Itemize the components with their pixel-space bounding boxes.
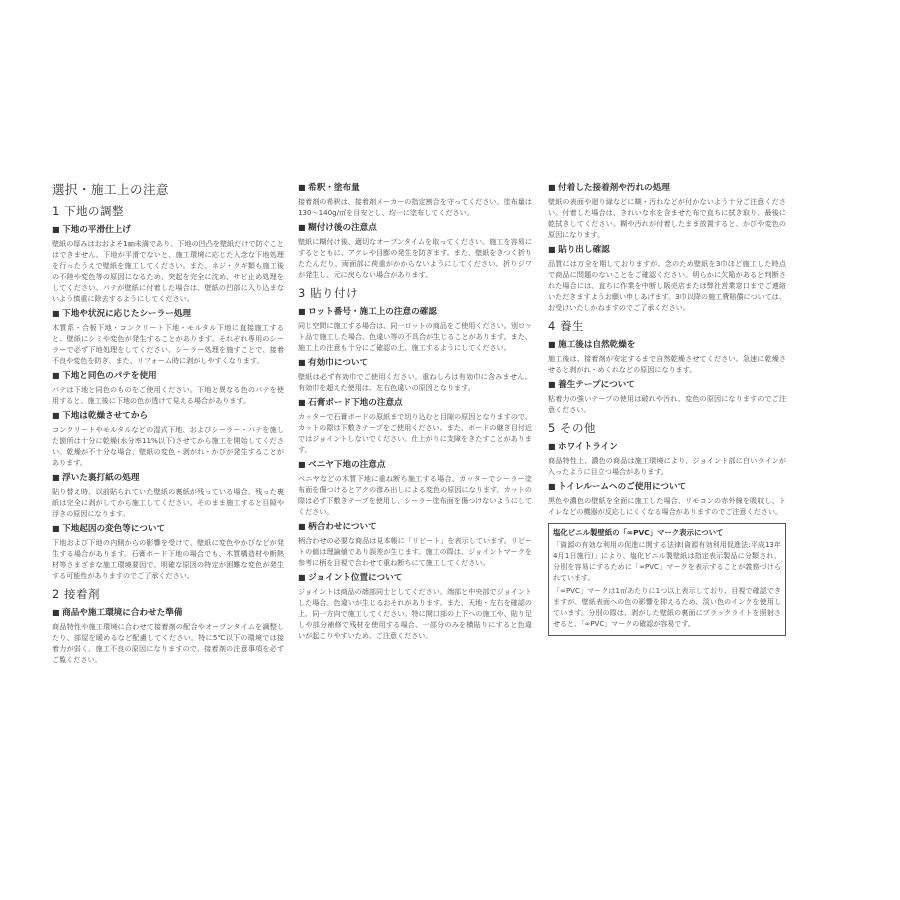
subheading-discoloration: ■ 下地起因の変色等について <box>52 523 284 535</box>
section-1-heading: 1 下地の調整 <box>52 204 124 218</box>
paragraph-white-line: 商品特性上、濃色の商品は施工環境により、ジョイント部に白いラインが入ったように目立つ場合があります。 <box>548 456 786 476</box>
section-5-heading: 5 その他 <box>548 421 596 435</box>
paragraph-preparation: 商品特性や施工環境に合わせて接着剤の配合やオープンタイムを調整したり、部屋を暖めるなど配慮してください。特に5℃以下の環境では接着力が弱く、施工不良の原因になりますので、接着剤の注意事項を必ずご覧ください。 <box>52 622 284 664</box>
subheading-putty: ■ 下地と同色のパテを使用 <box>52 370 284 382</box>
paragraph-adhesive-stains: 壁紙の表面や廻り縁などに糊・汚れなどが付かないよう十分ご注意ください。付着した場合は、きれいな水を含ませた布で直ちに拭き取り、最後に乾拭きしてください。糊や汚れが付着したまま放置すると、かびや変色の原因になります。 <box>548 197 786 239</box>
section-3-heading: 3 貼り付け <box>298 286 358 300</box>
subheading-plywood: ■ ベニヤ下地の注意点 <box>298 459 532 471</box>
subheading-trial-hanging: ■ 貼り出し確認 <box>548 244 786 256</box>
subheading-natural-drying: ■ 施工後は自然乾燥を <box>548 339 786 351</box>
subheading-flat-base: ■ 下地の平滑仕上げ <box>52 224 284 236</box>
page-title: 選択・施工上の注意 <box>52 182 170 197</box>
paragraph-trial-hanging: 品質には万全を期しておりますが、念のため壁紙を3巾ほど施工した時点で商品に問題のないことをご確認ください。明らかに欠陥があると判断された場合には、直ちに作業を中断し販売店または弊社営業窓口までご連絡いただきますようお願い申しあげます。3巾以降の施工費賠償については、お受けいたしかねますのでご了承ください。 <box>548 259 786 312</box>
subheading-dilution: ■ 希釈・塗布量 <box>298 182 532 194</box>
subheading-joint-position: ■ ジョイント位置について <box>298 572 532 584</box>
paragraph-pattern-matching: 柄合わせの必要な商品は見本帳に「リピート」を表示しています。リピートの値は理論値であり誤差が生じます。施工の際は、ジョイントマークを参考に柄を目視で合わせて重ね断ちにて施工してください。 <box>298 536 532 567</box>
subheading-white-line: ■ ホワイトライン <box>548 441 786 453</box>
subheading-masking-tape: ■ 養生テープについて <box>548 379 786 391</box>
paragraph-lot-number: 同じ空間に施工する場合は、同一ロットの商品をご使用ください。別ロット品で施工した場合、色違い等の不具合が生じることがあります。また、施工上の注意も十分にご確認の上、施工するようにしてください。 <box>298 321 532 352</box>
subheading-adhesive-stains: ■ 付着した接着剤や汚れの処理 <box>548 182 786 194</box>
subheading-toilet-room: ■ トイレルームへのご使用について <box>548 481 786 493</box>
paragraph-dilution: 接着剤の希釈は、接着剤メーカーの指定割合を守ってください。塗布量は130〜140g/㎡を目安とし、均一に塗布してください。 <box>298 197 532 217</box>
column-3 <box>548 182 786 636</box>
subheading-effective-width: ■ 有効巾について <box>298 357 532 369</box>
paragraph-discoloration: 下地および下地の内側からの影響を受けて、壁紙に変色やかびなどが発生する場合があります。石膏ボード下地の場合でも、木質構造材や断熱材等さまざまな施工環境要因で、明確な原因の特定が困難な変色が発生する可能性がありますのでご了承ください。 <box>52 538 284 580</box>
pvc-notice-paragraph-2: 「∞PVC」マークは1㎡あたりに1つ以上表示しており、目視で確認できますが、壁紙表面への色の影響を抑えるため、淡い色のインクを使用しています。分別の際は、剥がした壁紙の裏面にブラックライトを照射させると、「∞PVC」マークの確認が容易です。 <box>553 587 781 628</box>
subheading-dry-base: ■ 下地は乾燥させてから <box>52 410 284 422</box>
subheading-lot-number: ■ ロット番号・施工上の注意の確認 <box>298 306 532 318</box>
subheading-preparation: ■ 商品や施工環境に合わせた準備 <box>52 607 284 619</box>
section-2-heading: 2 接着剤 <box>52 587 100 601</box>
paragraph-effective-width: 壁紙は必ず有効巾でご使用ください。重ねしろは有効巾に含みません。有効巾を超えた使用は、左右色違いの原因となります。 <box>298 372 532 392</box>
subheading-after-gluing: ■ 糊付け後の注意点 <box>298 222 532 234</box>
section-4-heading: 4 養生 <box>548 319 584 333</box>
pvc-notice-title: 塩化ビニル製壁紙の「∞PVC」マーク表示について <box>553 528 724 537</box>
paragraph-flat-base: 壁紙の厚みはおおよそ1㎜未満であり、下地の凹凸を壁紙だけで防ぐことはできません。下地が平滑でないと、施工環境に応じた入念な下地処理を行ったうえで壁紙を施工してください。また、ネジ・クギ類も施工後の不陸や変色等の原因になるため、突起を完全に沈め、サビ止め処理をしてください。パテが壁紙に付着した場合は、壁紙の凹部に入り込まないよう慎重に除去するようにしてください。 <box>52 239 284 303</box>
subheading-pattern-matching: ■ 柄合わせについて <box>298 521 532 533</box>
paragraph-gypsum-board: カッターで石膏ボードの原紙まで切り込むと目隙の原因となりますので、カットの際は下敷きテープをご使用ください。また、ボードの継ぎ目付近ではジョイントしないでください。仕上がりに支障をきたすことがあります。 <box>298 412 532 454</box>
paragraph-putty: パテは下地と同色のものをご使用ください。下地と異なる色のパテを使用すると、施工後に下地の色が透けて見える場合があります。 <box>52 385 284 405</box>
pvc-notice-paragraph-1: 「資源の有効な利用の促進に関する法律(資源有効利用促進法:平成13年4月1日施行)」により、塩化ビニル製壁紙は指定表示製品に分類され、分別を容易にするために「∞PVC」マークを表示することが義務づけられています。 <box>553 541 781 582</box>
paragraph-after-gluing: 壁紙に糊付け後、適切なオープンタイムを取ってください。施工を容易にするとともに、アクレや目膨の発生を防ぎます。また、壁紙をきつく折りたたんだり、両面部に荷重がかからないようにしてください。折りジワが発生し、元に戻らない場合があります。 <box>298 237 532 279</box>
paragraph-masking-tape: 粘着力の強いテープの使用は破れや汚れ、変色の原因になりますのでご注意ください。 <box>548 394 786 414</box>
subheading-sealer: ■ 下地や状況に応じたシーラー処理 <box>52 308 284 320</box>
pvc-mark-notice-box <box>548 523 786 636</box>
paragraph-backing-paper: 貼り替え時、以前貼られていた壁紙の裏紙が残っている場合、残った裏紙は完全に剥がしてから施工してください。そのまま施工すると目隙や浮きの原因になります。 <box>52 487 284 518</box>
column-2 <box>298 182 532 645</box>
paragraph-dry-base: コンクリートやモルタルなどの湿式下地、およびシーラー・パテを施した箇所は十分に乾燥(水分率11%以下)させてから施工を開始してください。乾燥が不十分な場合、壁紙の変色・剥がれ・かびが発生することがあります。 <box>52 425 284 467</box>
subheading-gypsum-board: ■ 石膏ボード下地の注意点 <box>298 397 532 409</box>
paragraph-sealer: 木質系・合板下地・コンクリート下地・モルタル下地に直接施工すると、壁紙にシミや変色が発生することがあります。それぞれ専用のシーラーで必ず下地処理をしてください。シーラー処理を施すことで、接着不良や変色を防ぎ、また、リフォーム時に剥がしやすくなります。 <box>52 323 284 365</box>
subheading-backing-paper: ■ 浮いた裏打紙の処理 <box>52 472 284 484</box>
paragraph-natural-drying: 施工後は、接着剤が安定するまで自然乾燥させてください。急速に乾燥させると剥がれ・めくれなどの原因になります。 <box>548 354 786 374</box>
paragraph-toilet-room: 黒色や濃色の壁紙を全面に施工した場合、リモコンの赤外線を吸収し、トイレなどの機器が反応しにくくなる場合がありますのでご注意ください。 <box>548 496 786 516</box>
paragraph-joint-position: ジョイントは商品の端部同士としてください。端部と中央部でジョイントした場合、色違いが生じるおそれがあります。また、天地・左右を確認の上、同一方向で施工してください。特に開口部の上下への施工や、貼り足しや部分補修で残材を使用する場合、一部分のみを横貼りにすると色違いが起こりやすいため、ご注意ください。 <box>298 587 532 640</box>
paragraph-plywood: ベニヤなどの木質下地に重ね断ち施工する場合、カッターでシーラー塗布面を傷つけるとアクの滲み出しによる変色の原因になります。カットの際は必ず下敷きテープを使用し、シーラー塗布面を傷つけないようにしてください。 <box>298 474 532 516</box>
column-1 <box>52 182 284 669</box>
